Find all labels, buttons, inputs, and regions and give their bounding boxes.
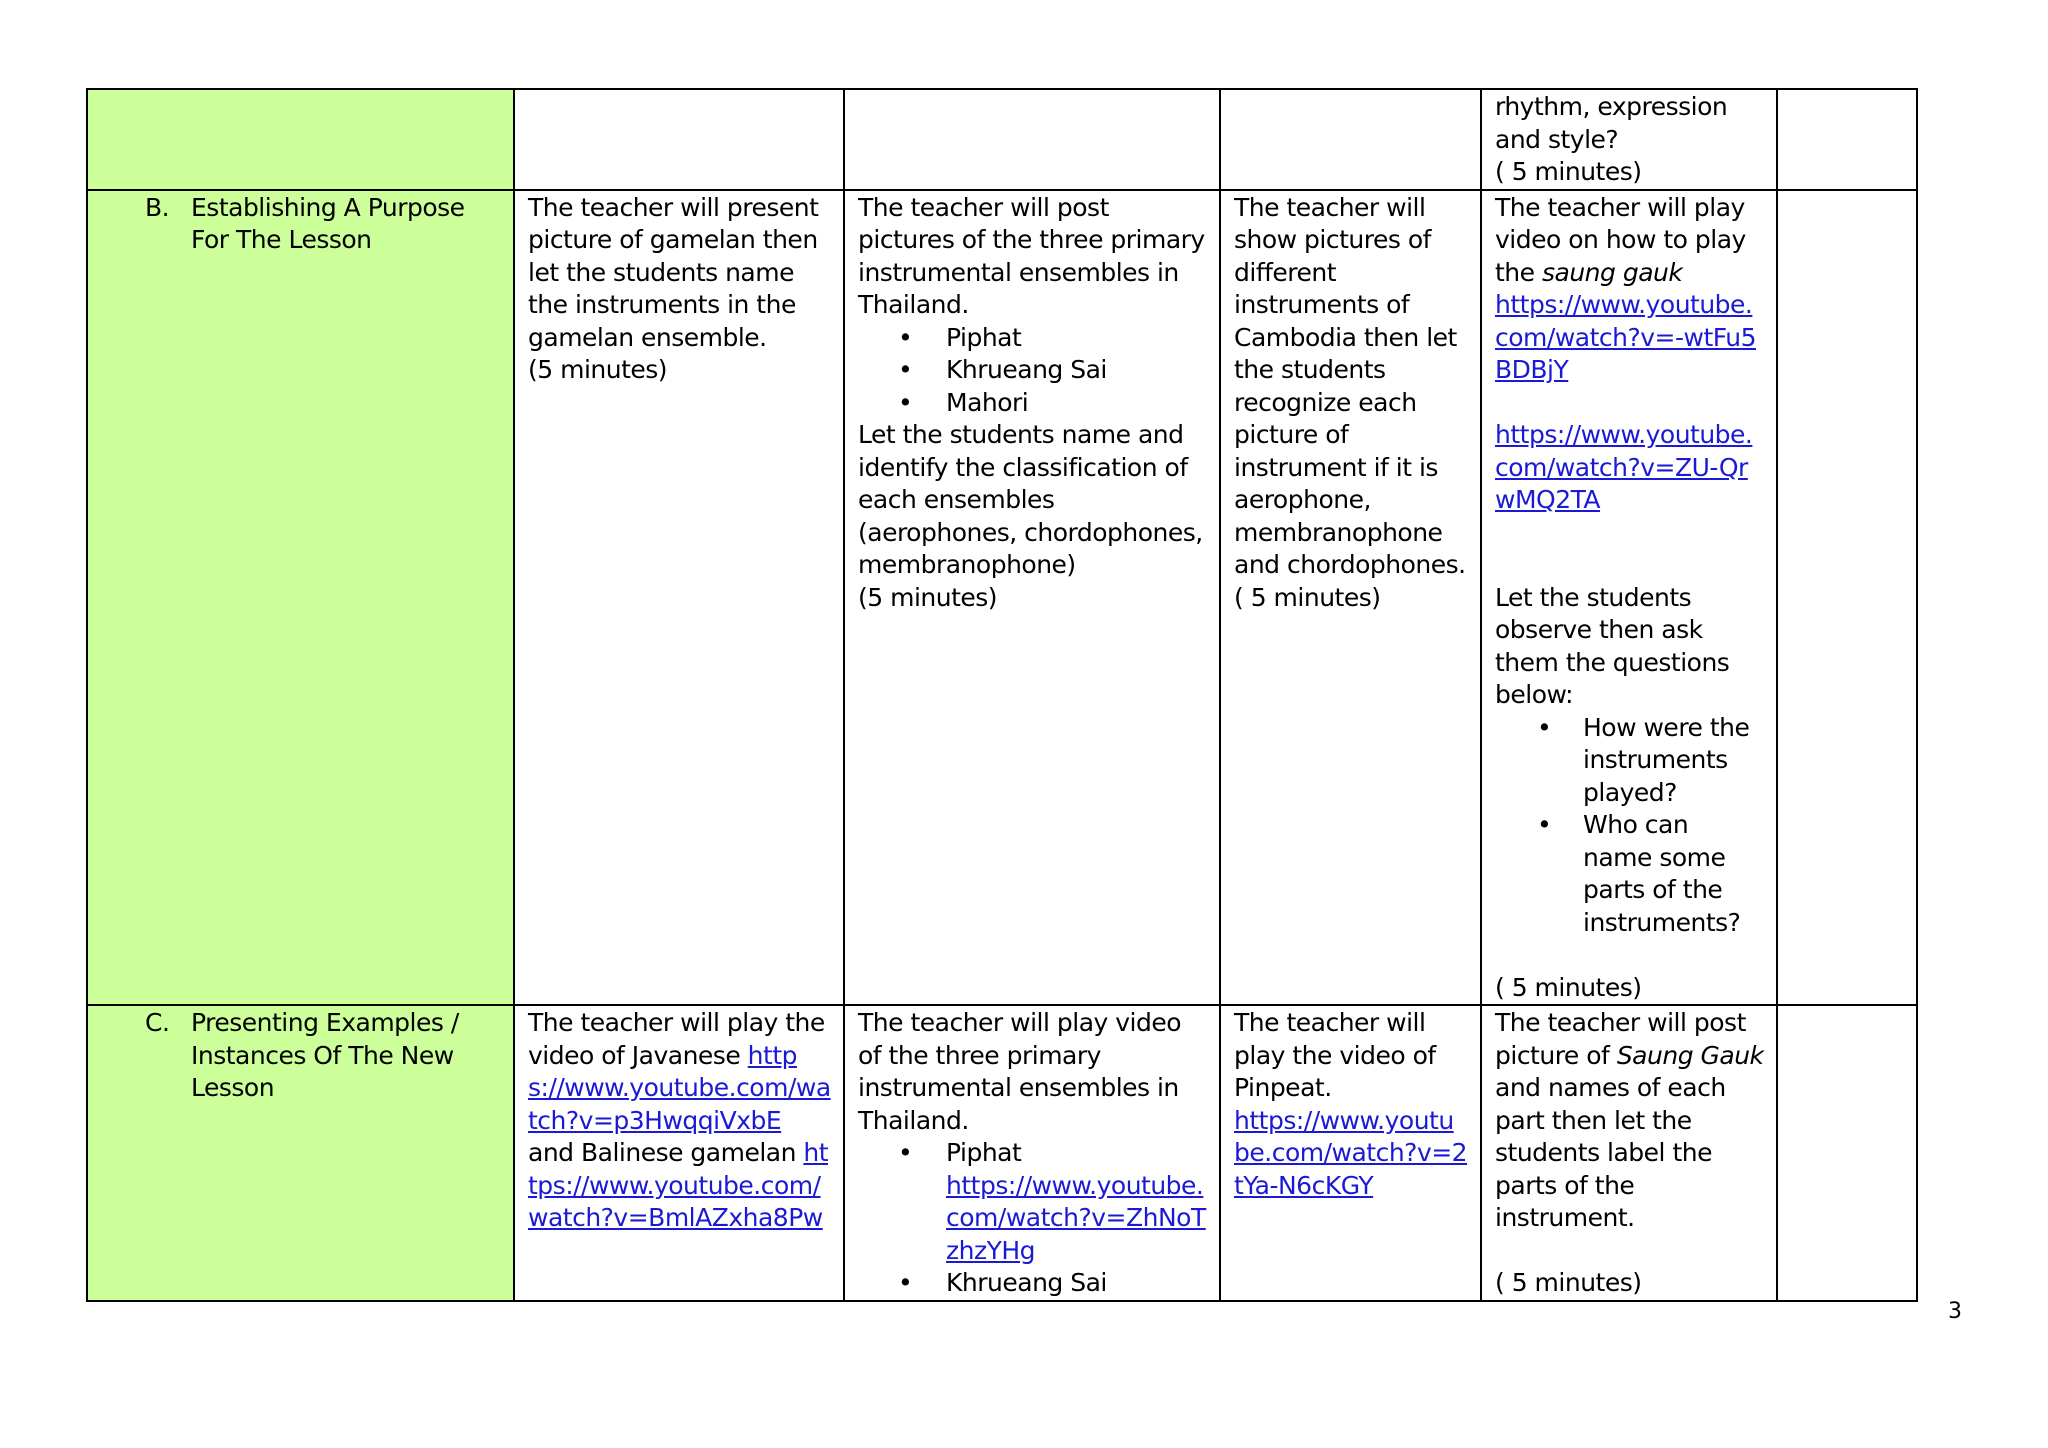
cell-text: The teacher will play the video of Javanese https://www.youtube.com/watch?v=p3HwqqiVxbE and Balinese gamelan https://www.youtube.com/watch?v=BmlAZxha8Pw bbox=[528, 1008, 831, 1232]
cell-text: The teacher will play video on how to play the saung gauk bbox=[1495, 192, 1746, 287]
lesson-plan-table bbox=[86, 88, 1918, 1302]
youtube-link[interactable]: https://www.youtube.com/watch?v=2tYa-N6cKGY bbox=[1234, 1105, 1468, 1200]
youtube-link[interactable]: https://www.youtube.com/watch?v=-wtFu5BDBjY bbox=[1495, 290, 1757, 384]
table-row bbox=[87, 190, 1917, 1006]
list-item: • Khrueang Sai bbox=[858, 1267, 1207, 1300]
list-item: • Piphat https://www.youtube.com/watch?v=ZhNoTzhzYHg bbox=[898, 1138, 1206, 1265]
row-label: Presenting Examples / Instances Of The New Lesson bbox=[191, 1008, 459, 1102]
bullet-icon: • bbox=[898, 1138, 913, 1167]
bullet-icon: • bbox=[1537, 712, 1552, 742]
cell-text: The teacher will show pictures of different instruments of Cambodia then let the students recognize each picture of instrument if it is aerophone, membranophone and chordophones. bbox=[1234, 192, 1466, 579]
bullet-icon: • bbox=[1537, 810, 1552, 839]
table-cell bbox=[514, 1005, 844, 1301]
row-label-cell bbox=[87, 89, 514, 190]
cell-text: rhythm, expression bbox=[1495, 92, 1728, 121]
list-item: • Mahori bbox=[858, 387, 1207, 420]
list-item: • Khrueang Sai bbox=[858, 354, 1207, 387]
cell-text: The teacher will play the video of Pinpeat. bbox=[1234, 1008, 1436, 1102]
table-cell bbox=[1777, 1005, 1917, 1301]
cell-text: The teacher will play video of the three primary instrumental ensembles in Thailand. bbox=[858, 1008, 1182, 1135]
youtube-link[interactable]: https://www.youtube.com/watch?v=BmlAZxha8Pw bbox=[528, 1138, 829, 1232]
row-label-cell bbox=[87, 1005, 514, 1301]
row-letter: B. bbox=[145, 192, 170, 222]
time-text: ( 5 minutes) bbox=[1234, 582, 1381, 612]
cell-text: The teacher will present picture of gamelan then let the students name the instruments in the gamelan ensemble. bbox=[528, 192, 819, 352]
row-label-cell bbox=[87, 190, 514, 1006]
bullet-icon: • bbox=[898, 322, 913, 352]
table-cell bbox=[1481, 190, 1777, 1006]
table-cell bbox=[1481, 1005, 1777, 1301]
question-list bbox=[1495, 712, 1764, 940]
list-item: • Piphat bbox=[858, 322, 1207, 355]
time-text: ( 5 minutes) bbox=[1495, 157, 1642, 186]
list-item: • Who can name some parts of the instruments? bbox=[1537, 810, 1741, 937]
cell-text: Let the students observe then ask them the questions below: bbox=[1495, 582, 1730, 709]
time-text: ( 5 minutes) bbox=[1495, 972, 1642, 1002]
cell-text: The teacher will post pictures of the three primary instrumental ensembles in Thailand. bbox=[858, 192, 1205, 319]
table-cell bbox=[1777, 190, 1917, 1006]
list-item: • How were the instruments played? bbox=[1537, 712, 1750, 807]
ensemble-list bbox=[858, 1137, 1207, 1300]
cell-text: Let the students name and identify the classification of each ensembles (aerophones, chordophones, membranophone) bbox=[858, 420, 1203, 579]
bullet-icon: • bbox=[898, 355, 913, 384]
table-cell bbox=[1220, 89, 1481, 190]
time-text: ( 5 minutes) bbox=[1495, 1268, 1642, 1297]
table-row bbox=[87, 89, 1917, 190]
table-row bbox=[87, 1005, 1917, 1301]
youtube-link[interactable]: https://www.youtube.com/watch?v=ZU-QrwMQ2TA bbox=[1495, 420, 1753, 514]
bullet-icon: • bbox=[898, 1268, 913, 1297]
table-cell bbox=[1220, 1005, 1481, 1301]
table-cell bbox=[1777, 89, 1917, 190]
table-cell bbox=[514, 89, 844, 190]
table-cell bbox=[514, 190, 844, 1006]
table-cell bbox=[1481, 89, 1777, 190]
cell-text: The teacher will post picture of Saung Gauk and names of each part then let the students label the parts of the instrument. bbox=[1495, 1008, 1764, 1232]
time-text: (5 minutes) bbox=[528, 355, 668, 384]
youtube-link[interactable]: https://www.youtube.com/watch?v=p3HwqqiVxbE bbox=[528, 1040, 831, 1135]
time-text: (5 minutes) bbox=[858, 582, 998, 612]
table-cell bbox=[844, 1005, 1220, 1301]
table-cell bbox=[1220, 190, 1481, 1006]
table-cell bbox=[844, 190, 1220, 1006]
youtube-link[interactable]: https://www.youtube.com/watch?v=ZhNoTzhzYHg bbox=[946, 1170, 1206, 1265]
cell-text: and style? bbox=[1495, 124, 1619, 154]
table-cell bbox=[844, 89, 1220, 190]
row-letter: C. bbox=[145, 1008, 170, 1037]
ensemble-list bbox=[858, 322, 1207, 420]
page-number: 3 bbox=[1948, 1299, 1962, 1324]
row-label: Establishing A Purpose For The Lesson bbox=[191, 192, 465, 254]
bullet-icon: • bbox=[898, 387, 913, 417]
